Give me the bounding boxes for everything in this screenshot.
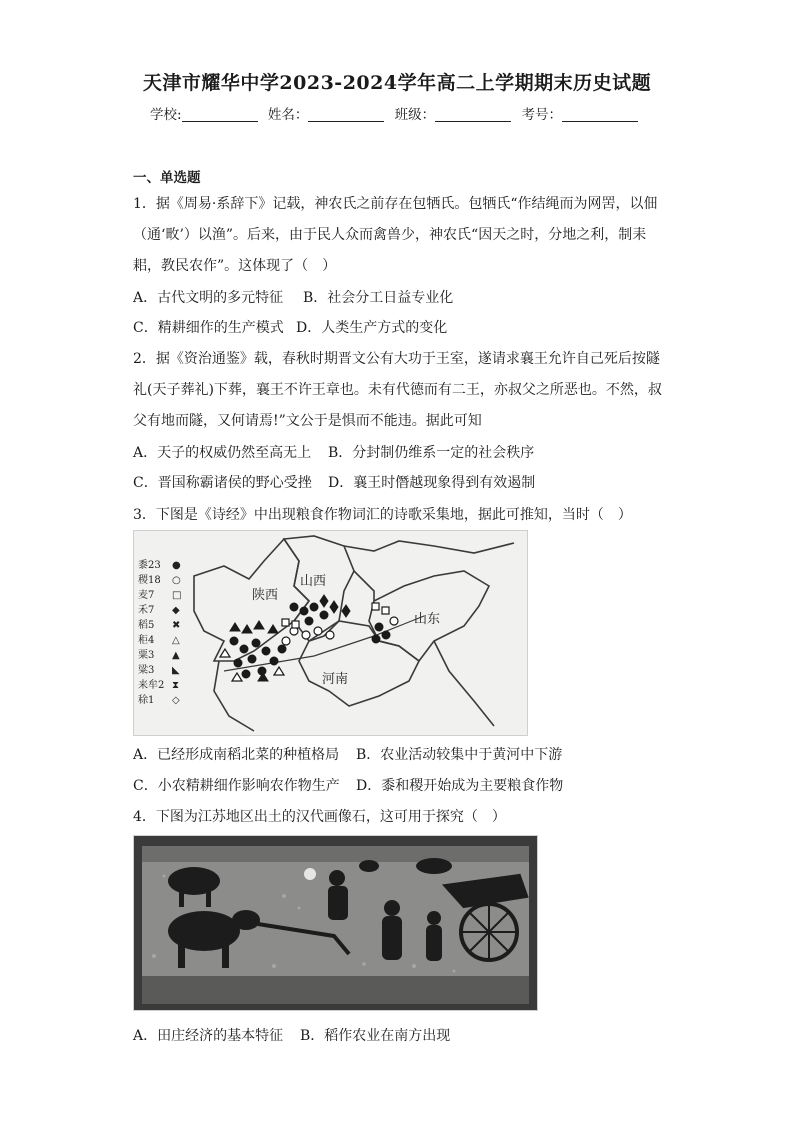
crop-mark <box>390 617 398 625</box>
crop-mark <box>254 621 264 629</box>
legend-symbol-9: ⧗ <box>172 680 180 691</box>
legend-symbol-8: ◣ <box>172 665 180 676</box>
legend-label-3: 麦7 <box>138 590 155 601</box>
q2-option-b[interactable]: B．分封制仍维系一定的社会秩序 <box>328 445 535 461</box>
crop-mark <box>282 637 290 645</box>
legend-label-6: 秬4 <box>138 635 155 646</box>
crop-mark <box>252 639 260 647</box>
crop-mark <box>372 603 379 610</box>
exam-title: 天津市耀华中学2023-2024学年高二上学期期末历史试题 <box>142 72 652 94</box>
crop-mark <box>320 611 328 619</box>
crop-mark <box>326 631 334 639</box>
crop-mark <box>382 607 389 614</box>
exam-no-label: 考号： <box>521 107 562 123</box>
legend-symbol-2: ○ <box>172 575 181 586</box>
coast-line <box>434 641 494 726</box>
bird-figure <box>416 858 452 874</box>
school-label: 学校: <box>150 107 182 123</box>
crop-mark <box>268 625 278 633</box>
q4-option-b[interactable]: B．稻作农业在南方出现 <box>300 1028 451 1044</box>
crop-mark <box>230 637 238 645</box>
crop-mark <box>292 621 299 628</box>
q3-map <box>134 531 527 735</box>
q3-option-a[interactable]: A．已经形成南稻北菜的种植格局 <box>133 747 340 763</box>
legend-label-1: 黍23 <box>138 560 161 571</box>
crop-mark <box>230 623 240 631</box>
q1-option-c[interactable]: C．精耕细作的生产模式 <box>133 320 284 336</box>
map-legend <box>138 558 181 706</box>
crop-mark <box>278 645 286 653</box>
crop-mark <box>282 619 289 626</box>
crop-mark <box>234 659 242 667</box>
q4-option-a[interactable]: A．田庄经济的基本特征 <box>133 1028 284 1044</box>
legend-label-8: 粱3 <box>138 665 155 676</box>
class-blank[interactable] <box>435 107 511 122</box>
student-info-row <box>0 103 794 123</box>
q1-line2: （通‘畋’）以渔”。后来，由于民人众而禽兽少，神农氏“因天之时，分地之利，制耒 <box>133 227 647 243</box>
q2-line1: 2．据《资治通鉴》载，春秋时期晋文公有大功于王室，遂请求襄王允许自己死后按隧 <box>133 351 660 367</box>
crop-mark <box>262 647 270 655</box>
crop-mark <box>220 649 230 657</box>
section-title: 一、单选题 <box>133 170 201 186</box>
q1-line1: 1．据《周易·系辞下》记载，神农氏之前存在包牺氏。包牺氏“作结绳而为网罟，以佃 <box>133 196 658 212</box>
legend-label-5: 稻5 <box>138 620 155 631</box>
name-label: 姓名： <box>267 107 309 123</box>
crop-mark <box>300 607 308 615</box>
crop-marks <box>230 595 390 681</box>
legend-symbol-3: □ <box>172 590 182 601</box>
legend-label-2: 稷18 <box>138 575 161 586</box>
hebei-border <box>354 571 374 601</box>
q2-line3: 父有地而隧，又何请焉!”文公于是惧而不能违。据此可知 <box>133 413 482 429</box>
crop-mark <box>240 645 248 653</box>
crop-mark <box>232 673 242 681</box>
legend-symbol-7: ▲ <box>172 650 180 661</box>
crop-mark <box>242 670 250 678</box>
crop-mark <box>372 635 380 643</box>
q3-line1: 3．下图是《诗经》中出现粮食作物词汇的诗歌采集地，据此可推知，当时（ ） <box>133 507 632 523</box>
q1-option-b[interactable]: B．社会分工日益专业化 <box>303 290 454 306</box>
class-label: 班级： <box>394 107 436 123</box>
legend-symbol-5: ✖ <box>172 620 181 631</box>
han-stone-relief <box>134 836 537 1010</box>
crop-mark <box>342 605 350 617</box>
crop-mark <box>242 625 252 633</box>
crop-mark <box>270 657 278 665</box>
region-label-henan: 河南 <box>322 672 349 687</box>
legend-label-10: 稌1 <box>138 695 155 706</box>
q3-map-figure <box>133 530 528 736</box>
q2-option-d[interactable]: D．襄王时僭越现象得到有效遏制 <box>328 475 536 491</box>
q2-option-a[interactable]: A．天子的权威仍然至高无上 <box>133 445 312 461</box>
legend-symbol-10: ◇ <box>172 695 180 706</box>
q1-option-a[interactable]: A．古代文明的多元特征 <box>133 290 284 306</box>
legend-symbol-6: △ <box>172 635 180 646</box>
crop-mark <box>330 601 338 613</box>
q3-option-d[interactable]: D．黍和稷开始成为主要粮食作物 <box>356 778 564 794</box>
crop-mark <box>375 623 383 631</box>
exam-no-blank[interactable] <box>562 107 638 122</box>
crop-mark <box>248 655 256 663</box>
pot-figure <box>359 860 379 872</box>
crop-mark <box>320 595 328 607</box>
crop-mark <box>290 603 298 611</box>
legend-label-4: 禾7 <box>138 605 155 616</box>
crop-mark <box>274 667 284 675</box>
q2-option-c[interactable]: C．晋国称霸诸侯的野心受挫 <box>133 475 312 491</box>
school-blank[interactable] <box>182 107 258 122</box>
crop-mark <box>310 603 318 611</box>
crop-mark <box>382 631 390 639</box>
name-blank[interactable] <box>308 107 384 122</box>
crop-mark <box>302 631 310 639</box>
crop-mark <box>314 627 322 635</box>
legend-symbol-1: ● <box>172 560 181 571</box>
q2-line2: 礼(天子葬礼)下葬，襄王不许王章也。未有代德而有二王，亦叔父之所恶也。不然，叔 <box>133 382 662 398</box>
region-label-shaanxi: 陕西 <box>252 588 279 603</box>
q1-line3: 耜，教民农作”。这体现了（ ） <box>133 258 337 274</box>
q3-option-c[interactable]: C．小农精耕细作影响农作物生产 <box>133 778 340 794</box>
legend-label-7: 粟3 <box>138 650 155 661</box>
region-label-shandong: 山东 <box>414 612 441 627</box>
q1-option-d[interactable]: D．人类生产方式的变化 <box>296 320 448 336</box>
crop-mark <box>305 617 313 625</box>
q4-stone-relief-figure <box>133 835 538 1011</box>
q3-option-b[interactable]: B．农业活动较集中于黄河中下游 <box>356 747 563 763</box>
region-label-shanxi: 山西 <box>300 574 327 589</box>
legend-label-9: 来牟2 <box>138 680 165 691</box>
north-border <box>344 541 514 553</box>
legend-symbol-4: ◆ <box>172 605 180 616</box>
q4-line1: 4．下图为江苏地区出土的汉代画像石，这可用于探究（ ） <box>133 809 506 825</box>
